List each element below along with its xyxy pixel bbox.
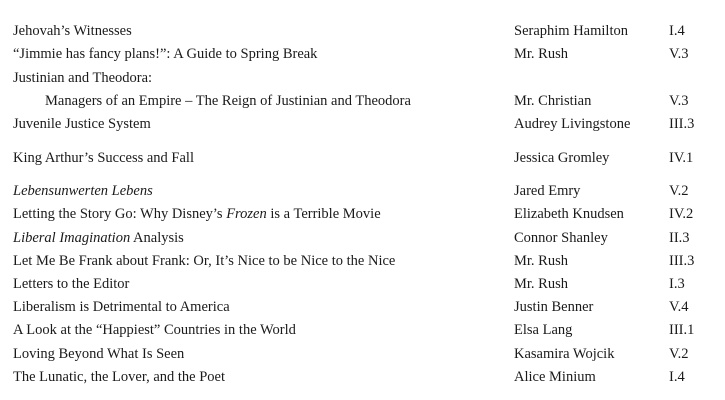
entry-author: Elizabeth Knudsen xyxy=(514,206,624,222)
entry-author: Alice Minium xyxy=(514,369,596,385)
entry-issue: IV.1 xyxy=(669,150,694,166)
entry-issue: V.2 xyxy=(669,346,689,362)
index-entry xyxy=(0,43,725,65)
entry-author: Mr. Rush xyxy=(514,46,568,62)
entry-issue: III.1 xyxy=(669,322,695,338)
entry-issue: V.2 xyxy=(669,183,689,199)
entry-issue: IV.2 xyxy=(669,206,694,222)
entry-issue: V.3 xyxy=(669,93,689,109)
entry-author: Kasamira Wojcik xyxy=(514,346,615,362)
index-entry xyxy=(0,273,725,295)
index-entry xyxy=(0,250,725,272)
entry-title: Jehovah’s Witnesses xyxy=(13,23,132,39)
index-entry xyxy=(0,180,725,202)
entry-author: Justin Benner xyxy=(514,299,594,315)
entry-issue: I.4 xyxy=(669,23,685,39)
entry-title-text: is a Terrible Movie xyxy=(266,206,381,222)
entry-issue: III.3 xyxy=(669,116,695,132)
entry-issue: V.3 xyxy=(669,46,689,62)
entry-title-italic: Liberal Imagination xyxy=(13,230,131,246)
entry-issue: I.3 xyxy=(669,276,685,292)
index-entry xyxy=(0,113,725,135)
entry-issue: III.3 xyxy=(669,253,695,269)
entry-title-text: Letting the Story Go: Why Disney’s xyxy=(13,206,227,222)
entry-title: Lebensunwerten Lebens xyxy=(13,183,153,199)
index-entry xyxy=(0,90,725,112)
entry-issue: V.4 xyxy=(669,299,689,315)
index-entry xyxy=(0,296,725,318)
entry-issue: I.4 xyxy=(669,369,685,385)
entry-title: Loving Beyond What Is Seen xyxy=(13,346,185,362)
entry-title: Letters to the Editor xyxy=(13,276,130,292)
entry-title-text: Analysis xyxy=(130,230,184,246)
index-entry xyxy=(0,319,725,341)
entry-author: Mr. Rush xyxy=(514,276,568,292)
entry-author: Seraphim Hamilton xyxy=(514,23,628,39)
entry-title: The Lunatic, the Lover, and the Poet xyxy=(13,369,226,385)
entry-title-italic: Frozen xyxy=(226,206,267,222)
entry-title: Juvenile Justice System xyxy=(13,116,151,132)
entry-title xyxy=(13,227,184,249)
entry-title: Justinian and Theodora: xyxy=(13,70,153,86)
index-entry xyxy=(0,227,725,249)
entry-author: Elsa Lang xyxy=(514,322,573,338)
entry-author: Jared Emry xyxy=(514,183,581,199)
entry-issue: II.3 xyxy=(669,230,690,246)
entry-author: Jessica Gromley xyxy=(514,150,610,166)
index-entry xyxy=(0,203,725,225)
entry-author: Audrey Livingstone xyxy=(514,116,631,132)
entry-title: “Jimmie has fancy plans!”: A Guide to Spring Break xyxy=(13,46,318,62)
entry-title: A Look at the “Happiest” Countries in the World xyxy=(13,322,296,338)
entry-author: Mr. Christian xyxy=(514,93,592,109)
index-entry xyxy=(0,343,725,365)
entry-title: King Arthur’s Success and Fall xyxy=(13,150,194,166)
entry-title xyxy=(13,203,381,225)
index-entry xyxy=(0,20,725,42)
index-entry xyxy=(0,147,725,169)
index-entry xyxy=(0,366,725,388)
entry-title-continued: Managers of an Empire – The Reign of Justinian and Theodora xyxy=(45,93,411,109)
entry-author: Mr. Rush xyxy=(514,253,568,269)
entry-title: Let Me Be Frank about Frank: Or, It’s Nice to be Nice to the Nice xyxy=(13,253,396,269)
entry-author: Connor Shanley xyxy=(514,230,608,246)
entry-title: Liberalism is Detrimental to America xyxy=(13,299,230,315)
index-entry xyxy=(0,67,725,89)
